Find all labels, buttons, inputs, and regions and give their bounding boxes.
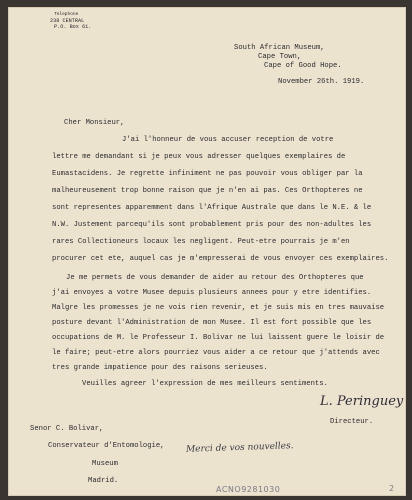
body-line: tres grande impatience pour des raisons serieuses. bbox=[52, 364, 268, 372]
recipient-line: Museum bbox=[92, 460, 118, 468]
museum-region: Cape of Good Hope. bbox=[264, 62, 342, 70]
body-line: malheureusement trop bonne raison que je n'en ai pas. Ces Orthopteres ne bbox=[52, 187, 363, 195]
body-line: rares Collectioneurs locaux les negligent. Peut-etre pourrais je m'en bbox=[52, 238, 350, 246]
handwritten-note: Merci de vos nouvelles. bbox=[185, 441, 294, 455]
corner-mark: 2 bbox=[389, 484, 395, 493]
body-line: procurer cet ete, auquel cas je m'empresserai de vous envoyer ces exemplaires. bbox=[52, 255, 389, 263]
letter-date: November 26th. 1919. bbox=[278, 78, 365, 86]
letter-sheet bbox=[8, 7, 406, 496]
phone-label: Telephone bbox=[54, 12, 79, 17]
phone-number: 238 CENTRAL bbox=[50, 18, 85, 24]
body-line: N.W. Justement parcequ'ils sont probablement pris pour des non-adultes les bbox=[52, 221, 372, 229]
archive-number: ACNO9281030 bbox=[216, 485, 281, 494]
po-box: P.O. Box 61. bbox=[54, 24, 92, 30]
museum-name: South African Museum, bbox=[234, 44, 325, 52]
signature: L. Peringuey bbox=[320, 394, 404, 409]
body-line: Eumastacidens. Je regrette infiniment ne pas pouvoir vous obliger par la bbox=[52, 170, 363, 178]
museum-city: Cape Town, bbox=[258, 53, 302, 61]
signer-title: Directeur. bbox=[330, 418, 374, 426]
body-line: Veuilles agreer l'expression de mes meilleurs sentiments. bbox=[82, 380, 328, 388]
body-line: j'ai envoyes a votre Musee depuis plusieurs annees pour y etre identifies. bbox=[52, 289, 372, 297]
body-line: J'ai l'honneur de vous accuser reception de votre bbox=[122, 136, 334, 144]
body-line: sont representes apparemment dans l'Afrique Australe que dans le N.E. & le bbox=[52, 204, 372, 212]
body-line: occupations de M. le Professeur I. Bolivar ne lui laissent guere le loisir de bbox=[52, 334, 385, 342]
body-line: posture devant l'Administration de mon Musee. Il est fort possible que les bbox=[52, 319, 372, 327]
body-line: lettre me demandant si je peux vous adresser quelques exemplaires de bbox=[52, 153, 346, 161]
recipient-line: Senor C. Bolivar, bbox=[30, 425, 104, 433]
recipient-line: Conservateur d'Entomologie, bbox=[48, 442, 165, 450]
body-line: Je me permets de vous demander de aider au retour des Orthopteres que bbox=[66, 274, 364, 282]
recipient-line: Madrid. bbox=[88, 477, 119, 485]
body-line: le faire; peut-etre alors pourriez vous aider a ce retour que j'attends avec bbox=[52, 349, 380, 357]
body-line: Malgre les promesses je ne vois rien revenir, et je suis mis en tres mauvaise bbox=[52, 304, 385, 312]
salutation: Cher Monsieur, bbox=[64, 119, 125, 127]
